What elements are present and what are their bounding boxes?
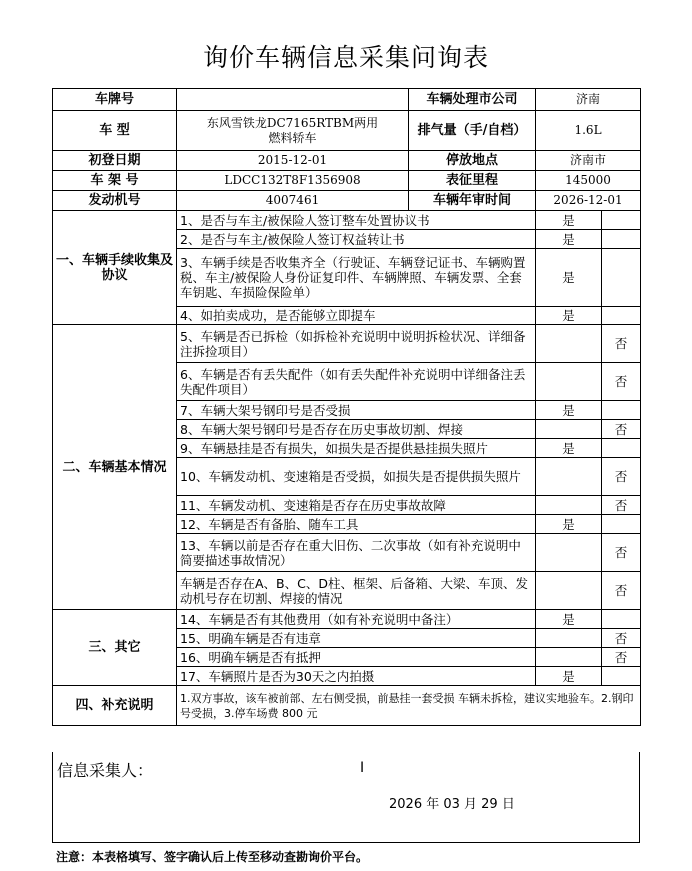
answer-yes: 是 (536, 230, 602, 249)
parking-value: 济南市 (536, 151, 641, 171)
reg-date-value: 2015-12-01 (177, 151, 409, 171)
reg-date-label: 初登日期 (53, 151, 177, 171)
supplement-note: 1.双方事故，该车被前部、左右侧受损，前悬挂一套受损 车辆未拆检，建议实地验车。2.钢印号受损，3.停车场费 800 元 (177, 686, 641, 726)
question: 4、如拍卖成功，是否能够立即提车 (177, 307, 536, 325)
question: 14、车辆是否有其他费用（如有补充说明中备注） (177, 610, 536, 629)
vin-value: LDCC132T8F1356908 (177, 171, 409, 191)
question: 9、车辆悬挂是否有损失，如损失是否提供悬挂损失照片 (177, 439, 536, 458)
collector-label: 信息采集人： (57, 761, 154, 780)
row-vin (53, 171, 641, 191)
plate-label: 车牌号 (53, 89, 177, 111)
section-4-label: 四、补充说明 (53, 686, 177, 726)
answer-no: 否 (602, 363, 641, 401)
table-row (53, 325, 641, 363)
question: 11、车辆发动机、变速箱是否存在历史事故故障 (177, 496, 536, 515)
answer-yes (536, 325, 602, 363)
answer-no: 否 (602, 572, 641, 610)
question: 3、车辆手续是否收集齐全（行驶证、车辆登记证书、车辆购置税、车主/被保险人身份证复印件、车辆牌照、车辆发票、全套车钥匙、车损险保险单） (177, 249, 536, 307)
answer-yes: 是 (536, 307, 602, 325)
question: 10、车辆发动机、变速箱是否受损，如损失是否提供损失照片 (177, 458, 536, 496)
answer-yes (536, 648, 602, 667)
answer-no (602, 515, 641, 534)
question: 7、车辆大架号钢印号是否受损 (177, 401, 536, 420)
answer-yes: 是 (536, 515, 602, 534)
row-model (53, 111, 641, 151)
answer-no: 否 (602, 534, 641, 572)
table-row (53, 610, 641, 629)
answer-no: 否 (602, 496, 641, 515)
section-2-label: 二、车辆基本情况 (53, 325, 177, 610)
engine-value: 4007461 (177, 191, 409, 211)
model-value: 东风雪铁龙DC7165RTBM两用燃料轿车 (177, 111, 409, 151)
form-title: 询价车辆信息采集问询表 (202, 43, 489, 72)
collector-signature: I (360, 760, 365, 776)
row-engine (53, 191, 641, 211)
model-label: 车 型 (53, 111, 177, 151)
plate-value (177, 89, 409, 111)
answer-yes: 是 (536, 401, 602, 420)
answer-yes (536, 629, 602, 648)
signature-area (52, 752, 640, 843)
question: 1、是否与车主/被保险人签订整车处置协议书 (177, 211, 536, 230)
answer-no (602, 307, 641, 325)
row-plate (53, 89, 641, 111)
vin-label: 车 架 号 (53, 171, 177, 191)
displacement-value: 1.6L (536, 111, 641, 151)
answer-yes (536, 572, 602, 610)
answer-no (602, 610, 641, 629)
footer-note: 注意：本表格填写、签字确认后上传至移动查勘询价平台。 (56, 850, 369, 864)
answer-yes (536, 458, 602, 496)
answer-yes (536, 420, 602, 439)
company-label: 车辆处理市公司 (409, 89, 536, 111)
answer-yes: 是 (536, 610, 602, 629)
answer-no: 否 (602, 458, 641, 496)
answer-no (602, 230, 641, 249)
section-3-label: 三、其它 (53, 610, 177, 686)
sign-date: 2026 年 03 月 29 日 (389, 797, 515, 812)
question: 16、明确车辆是否有抵押 (177, 648, 536, 667)
question: 5、车辆是否已拆检（如拆检补充说明中说明拆检状况、详细备注拆捡项目） (177, 325, 536, 363)
section-1-label: 一、车辆手续收集及协议 (53, 211, 177, 325)
inspection-value: 2026-12-01 (536, 191, 641, 211)
question: 车辆是否存在A、B、C、D柱、框架、后备箱、大梁、车顶、发动机号存在切割、焊接的情况 (177, 572, 536, 610)
mileage-label: 表征里程 (409, 171, 536, 191)
question: 6、车辆是否有丢失配件（如有丢失配件补充说明中详细备注丢失配件项目） (177, 363, 536, 401)
question: 15、明确车辆是否有违章 (177, 629, 536, 648)
engine-label: 发动机号 (53, 191, 177, 211)
question: 8、车辆大架号钢印号是否存在历史事故切割、焊接 (177, 420, 536, 439)
displacement-label: 排气量（手/自档） (409, 111, 536, 151)
question: 12、车辆是否有备胎、随车工具 (177, 515, 536, 534)
row-reg-date (53, 151, 641, 171)
mileage-value: 145000 (536, 171, 641, 191)
inspection-label: 车辆年审时间 (409, 191, 536, 211)
table-row (53, 211, 641, 230)
question: 2、是否与车主/被保险人签订权益转让书 (177, 230, 536, 249)
answer-no (602, 667, 641, 686)
table-row (53, 686, 641, 726)
answer-yes: 是 (536, 667, 602, 686)
answer-no (602, 439, 641, 458)
answer-no: 否 (602, 325, 641, 363)
answer-no (602, 401, 641, 420)
answer-yes: 是 (536, 211, 602, 230)
parking-label: 停放地点 (409, 151, 536, 171)
answer-yes (536, 534, 602, 572)
question: 17、车辆照片是否为30天之内拍摄 (177, 667, 536, 686)
answer-yes (536, 363, 602, 401)
question: 13、车辆以前是否存在重大旧伤、二次事故（如有补充说明中简要描述事故情况） (177, 534, 536, 572)
answer-no (602, 249, 641, 307)
company-value: 济南 (536, 89, 641, 111)
answer-yes: 是 (536, 249, 602, 307)
answer-yes (536, 496, 602, 515)
inquiry-form-table (52, 88, 641, 726)
answer-no: 否 (602, 629, 641, 648)
answer-no (602, 211, 641, 230)
answer-no: 否 (602, 648, 641, 667)
answer-no: 否 (602, 420, 641, 439)
answer-yes: 是 (536, 439, 602, 458)
